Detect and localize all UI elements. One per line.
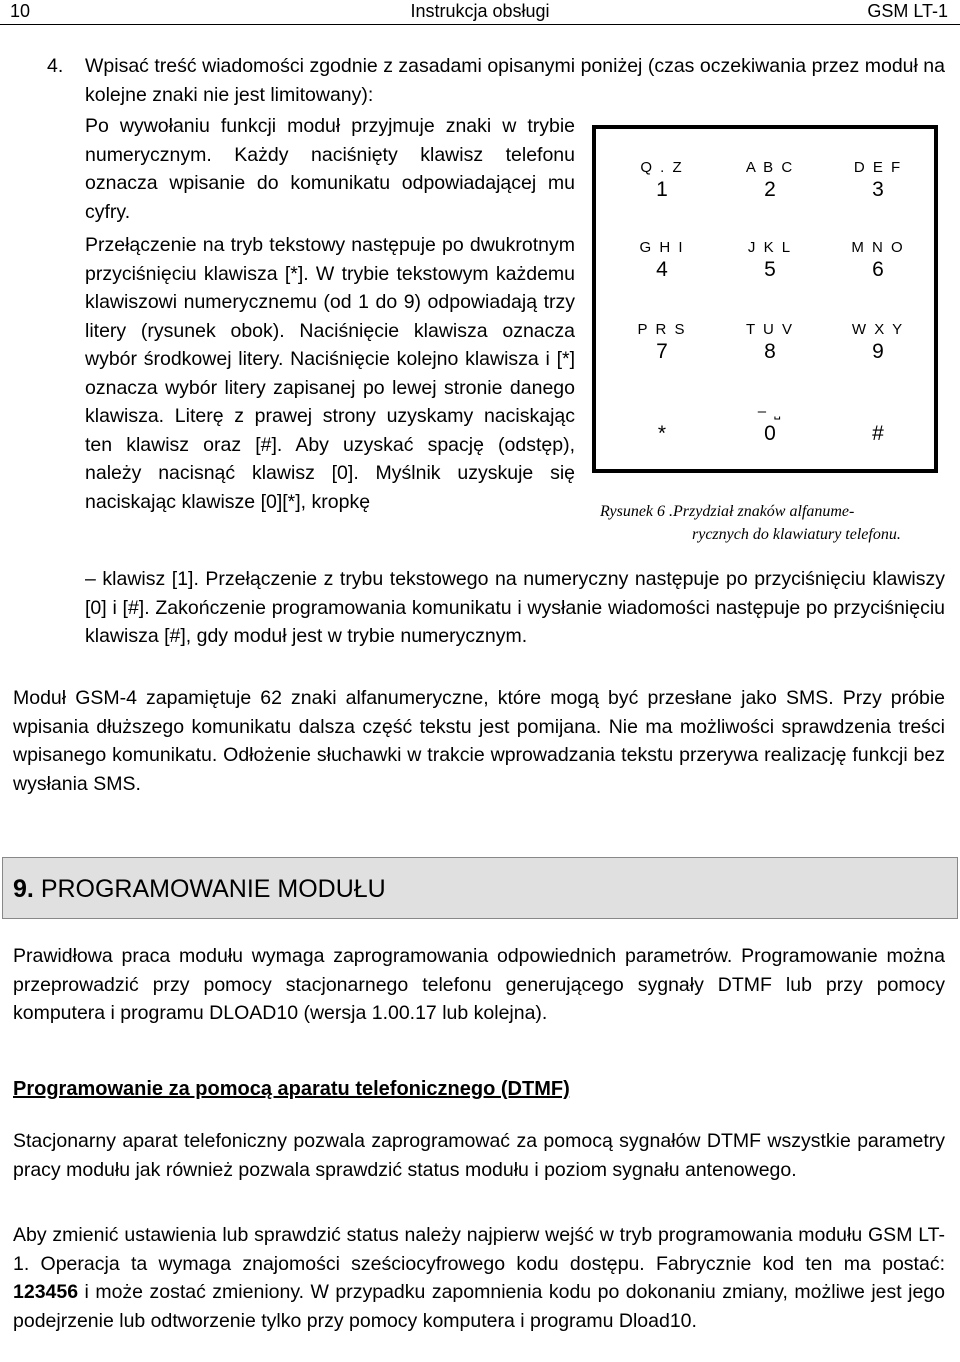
phone-keypad-figure — [592, 125, 938, 473]
key-6 — [838, 239, 918, 283]
code-text-before: Aby zmienić ustawienia lub sprawdzić status należy najpierw wejść w tryb programowania modułu GSM LT-1. Operacja ta wymaga znajomości sześciocyfrowego kodu dostępu. Fabrycznie kod ten ma postać: — [13, 1224, 945, 1275]
figure-caption — [600, 500, 955, 546]
key-letters: P R S — [637, 321, 687, 338]
key-9 — [838, 321, 918, 365]
key-digit: 4 — [656, 258, 668, 281]
document-title: Instrukcja obsługi — [410, 1, 550, 21]
key-digit: 3 — [872, 178, 884, 201]
step-4 — [47, 52, 945, 109]
key-7 — [622, 321, 702, 365]
key-digit: 9 — [872, 340, 884, 363]
caption-line-2: rycznych do klawiatury telefonu. — [692, 526, 901, 543]
page-number: 10 — [10, 1, 31, 21]
section-heading — [2, 857, 958, 919]
intro-paragraph: Prawidłowa praca modułu wymaga zaprogramowania odpowiednich parametrów. Programowanie można przeprowadzić przy pomocy stacjonarnego telefonu generującego sygnały DTMF lub przy pomocy komputera i programu DLOAD10 (wersja 1.00.17 lub kolejna). — [13, 945, 945, 1024]
step-number: 4. — [47, 55, 64, 77]
caption-line-1: Rysunek 6 .Przydział znaków alfanume- — [600, 503, 855, 520]
text-mode-continuation: – klawisz [1]. Przełączenie z trybu tekstowego na numeryczny następuje po przyciśnięciu klawiszy [0] i [#]. Zakończenie programowania komunikatu i wysłanie wiadomości następuje po przyciśnięciu klawisza [#], gdy moduł jest w trybie numerycznym. — [85, 568, 945, 647]
key-letters: – ⎵ — [757, 403, 783, 420]
key-letters: G H I — [639, 239, 685, 256]
key-digit: * — [657, 422, 667, 445]
key-star — [622, 403, 702, 447]
section-number: 9. — [13, 875, 34, 903]
key-letters: W X Y — [851, 321, 905, 338]
step-4-text: Wpisać treść wiadomości zgodnie z zasadami opisanymi poniżej (czas oczekiwania przez moduł na kolejne znaki nie jest limitowany): — [85, 55, 945, 106]
key-0 — [730, 403, 810, 447]
numeric-mode-paragraph: Po wywołaniu funkcji moduł przyjmuje znaki w trybie numerycznym. Każdy naciśnięty klawisz telefonu oznacza wpisanie do komunikatu odpowiadającej mu cyfry. — [85, 115, 575, 223]
device-model: GSM LT-1 — [867, 1, 948, 21]
key-5 — [730, 239, 810, 283]
code-text-after: i może zostać zmieniony. W przypadku zapomnienia kodu po dokonaniu zmiany, możliwe jest jego podejrzenie lub odtworzenie tylko przy pomocy komputera i programu Dload10. — [13, 1281, 945, 1332]
key-digit: 2 — [764, 178, 776, 201]
key-digit: 7 — [656, 340, 668, 363]
key-letters: Q . Z — [640, 159, 684, 176]
key-letters — [838, 403, 918, 421]
dtmf-subheading: Programowanie za pomocą aparatu telefonicznego (DTMF) — [13, 1078, 570, 1100]
key-digit: # — [872, 422, 884, 445]
text-mode-paragraph: Przełączenie na tryb tekstowy następuje po dwukrotnym przyciśnięciu klawisza [*]. W trybie tekstowym każdemu klawiszowi numerycznemu (od 1 do 9) odpowiadają trzy litery (rysunek obok). Naciśnięcie klawisza oznacza wybór środkowej litery. Naciśnięcie kolejno klawisza i [*] oznacza wybór litery zapisanej po lewej stronie danego klawisza. Literę z prawej strony uzyskamy naciskając ten klawisz oraz [#]. Aby uzyskać spację (odstęp), należy nacisnąć klawisz [0]. Myślnik uzyskuje się naciskając klawisze [0][*], kropkę — [85, 234, 575, 513]
dtmf-paragraph: Stacjonarny aparat telefoniczny pozwala zaprogramować za pomocą sygnałów DTMF wszystkie parametry pracy modułu jak również pozwala sprawdzić status modułu i poziom sygnału antenowego. — [13, 1130, 945, 1181]
key-2 — [730, 159, 810, 203]
key-3 — [838, 159, 918, 203]
key-letters — [622, 403, 702, 421]
key-letters: D E F — [853, 159, 903, 176]
text-mode-description — [85, 112, 575, 516]
key-letters: A B C — [745, 159, 795, 176]
key-digit: 0 — [764, 422, 776, 445]
key-8 — [730, 321, 810, 365]
section-title: PROGRAMOWANIE MODUŁU — [40, 875, 386, 903]
key-1 — [622, 159, 702, 203]
key-digit: 8 — [764, 340, 776, 363]
page-header — [0, 0, 960, 25]
key-letters: T U V — [745, 321, 795, 338]
key-letters: M N O — [851, 239, 905, 256]
memory-paragraph: Moduł GSM-4 zapamiętuje 62 znaki alfanumeryczne, które mogą być przesłane jako SMS. Przy próbie wpisania dłuższego komunikatu dalsza część tekstu jest pomijana. Nie ma możliwości sprawdzenia treści wpisanego komunikatu. Odłożenie słuchawki w trakcie wprowadzania tekstu przerywa realizację funkcji bez wysłania SMS. — [13, 687, 945, 795]
key-digit: 6 — [872, 258, 884, 281]
access-code-paragraph — [13, 1221, 945, 1335]
key-4 — [622, 239, 702, 283]
key-digit: 5 — [764, 258, 776, 281]
factory-code: 123456 — [13, 1281, 79, 1303]
key-hash — [838, 403, 918, 447]
key-digit: 1 — [656, 178, 668, 201]
key-letters: J K L — [747, 239, 793, 256]
